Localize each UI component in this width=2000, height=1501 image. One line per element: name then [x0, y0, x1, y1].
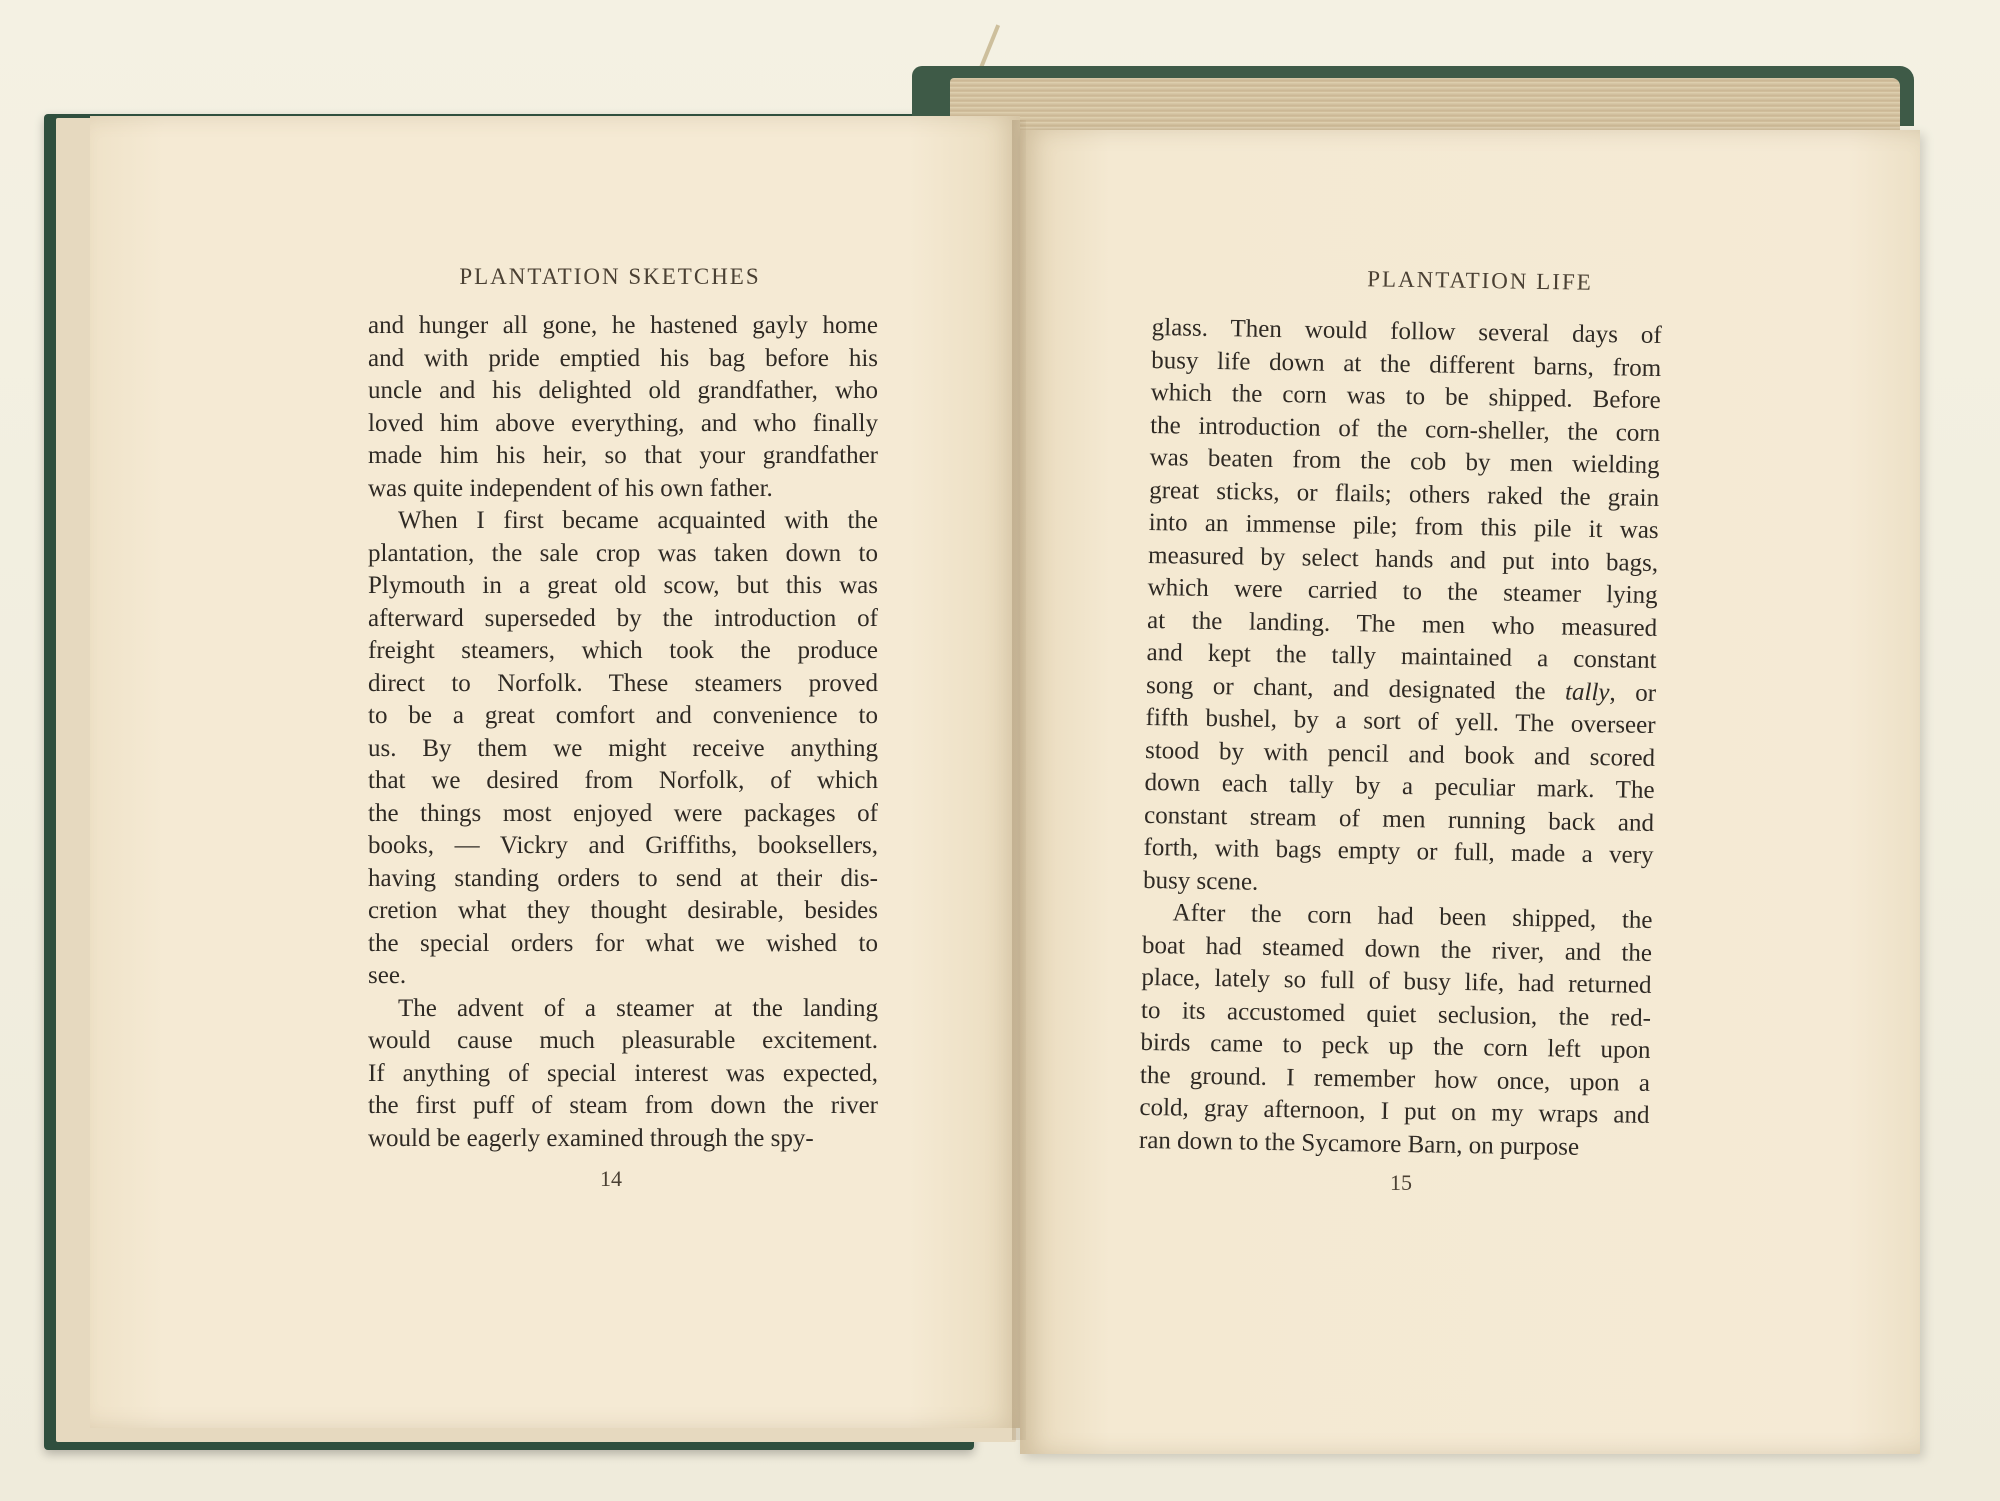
text-line: great sticks, or flails; others raked the grain	[1148, 476, 1660, 512]
text-line: was quite independent of his own father.	[368, 474, 773, 502]
right-running-head: PLANTATION LIFE	[1367, 266, 1593, 295]
text-line: If anything of special interest was expected,	[368, 1059, 878, 1087]
text-line: books, — Vickry and Griffiths, booksellers,	[368, 832, 878, 859]
text-line: the introduction of the corn-sheller, the corn	[1150, 411, 1661, 447]
text-line: birds came to peck up the corn left upon	[1140, 1028, 1651, 1064]
text-line: song or chant, and designated the tally, or	[1145, 671, 1657, 707]
italic-term: tally	[1564, 678, 1610, 706]
text-line: at the landing. The men who measured	[1146, 606, 1658, 642]
text-line: into an immense pile; from this pile it was	[1148, 508, 1659, 544]
text-line: to its accustomed quiet seclusion, the red-	[1140, 996, 1652, 1032]
text-line: loved him above everything, and who finally	[368, 409, 878, 437]
text-line: would cause much pleasurable excitement.	[368, 1027, 878, 1054]
text-line: afterward superseded by the introduction of	[368, 604, 878, 632]
text-line: would be eagerly examined through the spy-	[368, 1124, 814, 1152]
text-line: constant stream of men running back and	[1143, 801, 1655, 837]
text-line: see.	[368, 962, 407, 989]
left-page-number: 14	[600, 1166, 622, 1191]
text-line: glass. Then would follow several days of	[1151, 313, 1662, 350]
text-line: and kept the tally maintained a constant	[1146, 638, 1657, 674]
text-line: the things most enjoyed were packages of	[368, 799, 878, 827]
text-line: After the corn had been shipped, the	[1172, 899, 1653, 934]
text-line: When I first became acquainted with the	[398, 507, 878, 534]
text-line: having standing orders to send at their dis-	[368, 864, 878, 892]
text-line: cold, gray afternoon, I put on my wraps and	[1139, 1093, 1650, 1129]
text-line: measured by select hands and put into bags,	[1147, 541, 1659, 577]
text-line: the special orders for what we wished to	[368, 929, 878, 957]
text-line: that we desired from Norfolk, of which	[368, 767, 878, 794]
right-page-text	[1139, 312, 1662, 1165]
text-line: which were carried to the steamer lying	[1147, 573, 1658, 609]
text-line: Plymouth in a great old scow, but this was	[368, 572, 878, 599]
left-running-head: PLANTATION SKETCHES	[459, 264, 761, 289]
text-line: stood by with pencil and book and scored	[1144, 736, 1656, 772]
text-line: was beaten from the cob by men wielding	[1149, 443, 1660, 479]
text-line: freight steamers, which took the produce	[368, 637, 878, 664]
book-gutter	[1012, 120, 1026, 1440]
text-line: ran down to the Sycamore Barn, on purpose	[1138, 1126, 1580, 1161]
text-line: busy life down at the different barns, from	[1151, 346, 1662, 382]
text-line: uncle and his delighted old grandfather, who	[368, 377, 878, 404]
text-line: plantation, the sale crop was taken down to	[368, 539, 878, 567]
text-line: direct to Norfolk. These steamers proved	[368, 669, 878, 697]
right-page-number: 15	[1390, 1170, 1412, 1195]
text-line: busy scene.	[1142, 866, 1259, 896]
text-line: and hunger all gone, he hastened gayly home	[368, 312, 878, 339]
text-line: fifth bushel, by a sort of yell. The overseer	[1145, 703, 1656, 739]
text-line: the first puff of steam from down the river	[368, 1092, 878, 1119]
text-line: and with pride emptied his bag before his	[368, 344, 878, 372]
text-line: down each tally by a peculiar mark. The	[1144, 768, 1655, 804]
text-line: cretion what they thought desirable, besides	[368, 897, 878, 924]
text-line: made him his heir, so that your grandfather	[368, 442, 878, 469]
text-line: which the corn was to be shipped. Before	[1150, 378, 1661, 414]
text-line: forth, with bags empty or full, made a very	[1143, 833, 1654, 869]
text-line: The advent of a steamer at the landing	[398, 994, 878, 1022]
left-page-text	[368, 310, 878, 1155]
text-line: the ground. I remember how once, upon a	[1139, 1061, 1651, 1097]
text-line: to be a great comfort and convenience to	[368, 702, 878, 729]
text-line: us. By them we might receive anything	[368, 734, 878, 762]
text-line: place, lately so full of busy life, had returned	[1141, 963, 1652, 999]
text-line: boat had steamed down the river, and the	[1141, 931, 1653, 967]
